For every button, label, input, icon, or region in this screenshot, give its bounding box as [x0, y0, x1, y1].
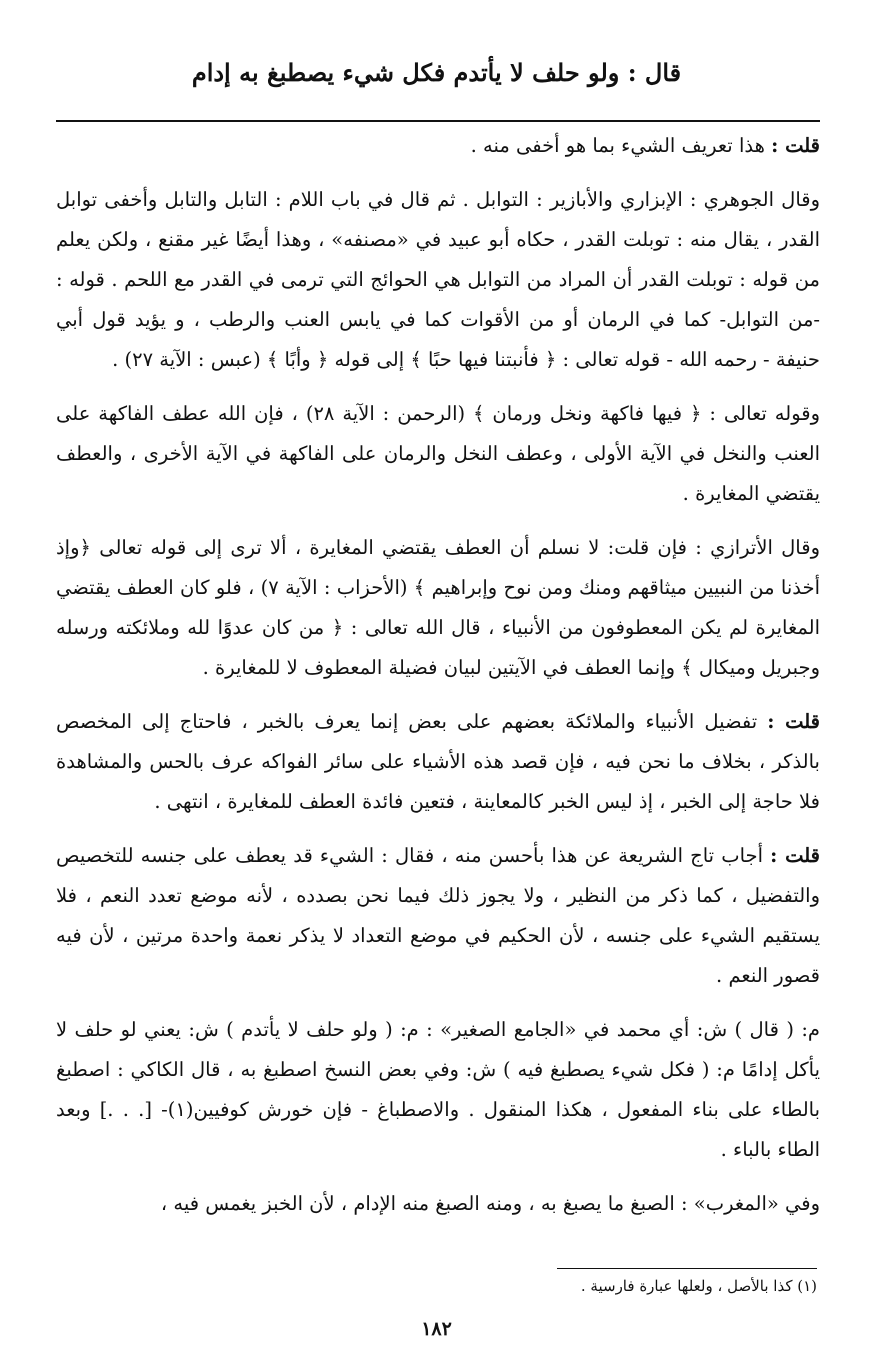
paragraph-text: وقوله تعالى : ﴿ فيها فاكهة ونخل ورمان ﴾ (الرحمن : الآية ٢٨) ، فإن الله عطف الفاكهة على العنب والنخل في الآية الأولى ، وعطف النخل والرمان على الفاكهة في الآية الأخرى ، والعطف يقتضي المغايرة . [56, 402, 820, 505]
paragraph-text: هذا تعريف الشيء بما هو أخفى منه . [470, 134, 765, 157]
paragraph [56, 1010, 820, 1170]
paragraph [56, 1184, 820, 1224]
paragraph-text: وقال الجوهري : الإبزاري والأبازير : التوابل . ثم قال في باب اللام : التابل والتابل وأخفى توابل القدر ، يقال منه : توبلت القدر ، حكاه أبو عبيد في «مصنفه» ، وهذا أيضًا غير مقنع ، ولكن يعلم من قوله : توبلت القدر أن المراد من التوابل هي الحوائج التي ترمى في القدر مع اللحم . قوله : -من التوابل- كما في الرمان أو من الأقوات كما في يابس العنب والرطب ، و يؤيد قول أبي حنيفة - رحمه الله - قوله تعالى : ﴿ فأنبتنا فيها حبًا ﴾ إلى قوله ﴿ وأبًا ﴾ (عبس : الآية ٢٧) . [56, 188, 820, 371]
paragraph [56, 836, 820, 996]
paragraph-text: وفي «المغرب» : الصبغ ما يصبغ به ، ومنه الصبغ منه الإدام ، لأن الخبز يغمس فيه ، [160, 1192, 820, 1215]
page-body [56, 126, 820, 1238]
header-rule [56, 120, 820, 122]
paragraph-text: م: ( قال ) ش: أي محمد في «الجامع الصغير» : م: ( ولو حلف لا يأتدم ) ش: يعني لو حلف لا يأكل إدامًا م: ( فكل شيء يصطبغ فيه ) ش: وفي بعض النسخ اصطبغ به ، قال الكاكي : اصطبغ بالطاء على بناء المفعول ، هكذا المنقول . والاصطباغ - فإن خورش كوفيين(١)- [. . .] وبعد الطاء بالباء . [56, 1018, 821, 1161]
paragraph [56, 180, 820, 380]
page-number: ١٨٢ [421, 1318, 452, 1340]
footnote-rule [557, 1268, 817, 1269]
paragraph-text: أجاب تاج الشريعة عن هذا بأحسن منه ، فقال : الشيء قد يعطف على جنسه للتخصيص والتفضيل ، كما ذكر من النظير ، ولا يجوز ذلك فيما نحن بصدده ، لأنه موضع تعدد النعم ، فلا يستقيم الشيء على جنسه ، لأن الحكيم في موضع التعداد لا يذكر نعمة واحدة مرتين ، لأن فيه قصور النعم . [56, 844, 820, 987]
footnote: (١) كذا بالأصل ، ولعلها عبارة فارسية . [580, 1277, 817, 1295]
paragraph [56, 528, 820, 688]
paragraph-text: تفضيل الأنبياء والملائكة بعضهم على بعض إنما يعرف بالخبر ، فاحتاج إلى المخصص بالذكر ، بخلاف ما نحن فيه ، فإن قصد هذه الأشياء على سائر الفواكه عرف بالحس والمشاهدة فلا حاجة إلى الخبر ، إذ ليس الخبر كالمعاينة ، فتعين فائدة العطف للمغايرة ، انتهى . [56, 710, 820, 813]
paragraph-lead: قلت : [771, 134, 820, 157]
paragraph [56, 394, 820, 514]
paragraph-lead: قلت : [767, 710, 820, 733]
paragraph [56, 702, 820, 822]
page-header-title: قال : ولو حلف لا يأتدم فكل شيء يصطبغ به إدام [191, 58, 682, 87]
paragraph-text: وقال الأترازي : فإن قلت: لا نسلم أن العطف يقتضي المغايرة ، ألا ترى إلى قوله تعالى ﴿وإذ أخذنا من النبيين ميثاقهم ومنك ومن نوح وإبراهيم ﴾ (الأحزاب : الآية ٧) ، فلو كان العطف يقتضي المغايرة لم يكن المعطوفون من الأنبياء ، قال الله تعالى : ﴿ من كان عدوًا لله وملائكته ورسله وجبريل وميكال ﴾ وإنما العطف في الآيتين لبيان فضيلة المعطوف لا للمغايرة . [56, 536, 821, 679]
paragraph-lead: قلت : [770, 844, 820, 867]
paragraph [56, 126, 820, 166]
